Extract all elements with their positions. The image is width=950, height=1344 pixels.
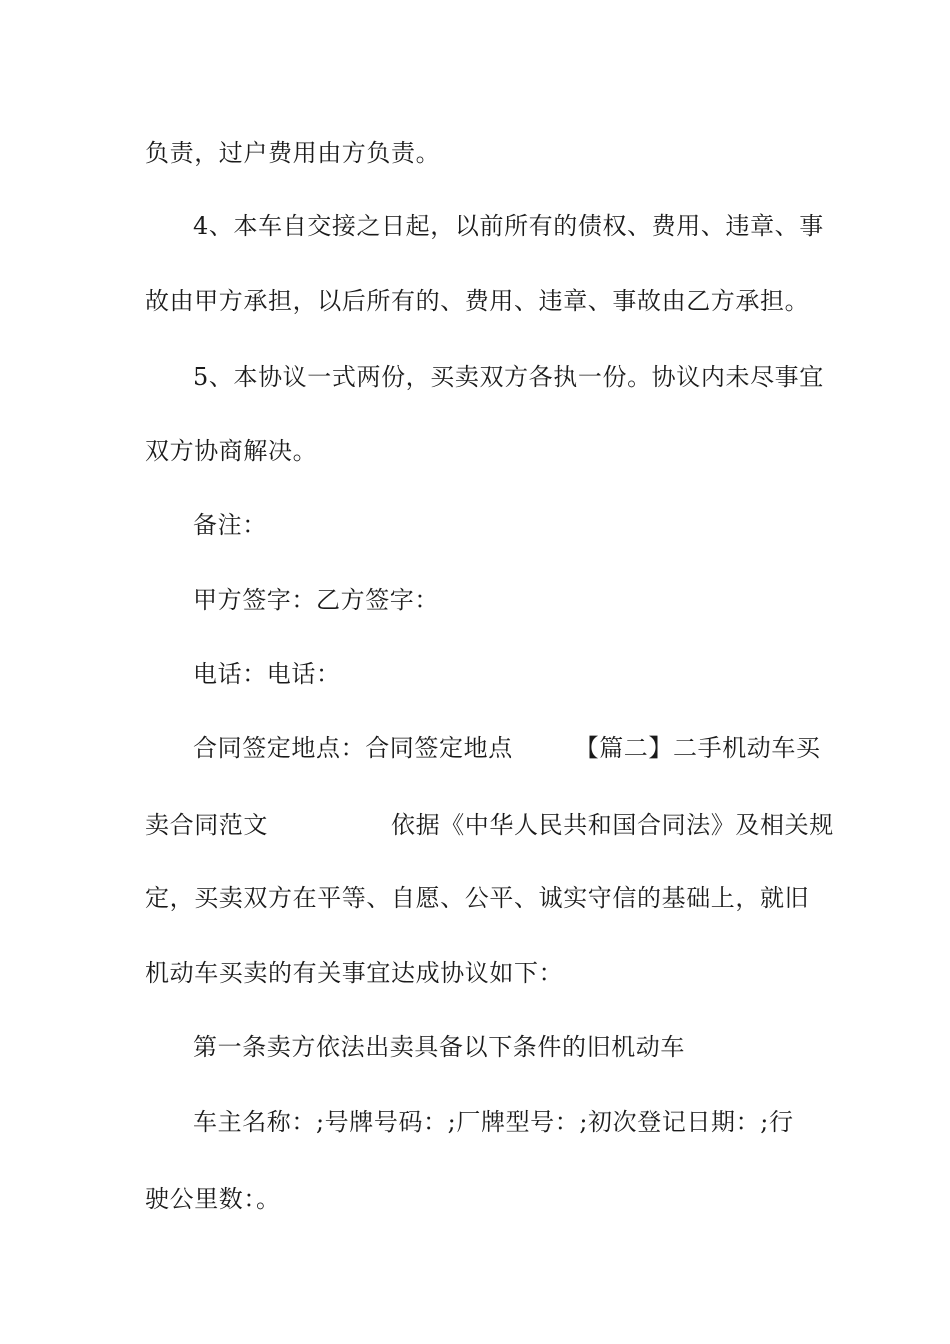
- text-line: 机动车买卖的有关事宜达成协议如下：: [145, 959, 564, 987]
- text-line: 甲方签字：乙方签字：: [193, 586, 439, 614]
- text-line: 第一条卖方依法出卖具备以下条件的旧机动车: [193, 1033, 685, 1061]
- text-line: 驶公里数：。: [145, 1185, 281, 1213]
- text-line: 5、本协议一式两份，买卖双方各执一份。协议内未尽事宜: [193, 363, 824, 391]
- text-line: 备注：: [193, 511, 267, 539]
- text-line: 合同签定地点：合同签定地点 【篇二】二手机动车买: [193, 734, 821, 762]
- text-line: 双方协商解决。: [145, 437, 318, 465]
- text-line: 电话：电话：: [193, 660, 341, 688]
- text-line: 定，买卖双方在平等、自愿、公平、诚实守信的基础上，就旧: [145, 884, 810, 912]
- text-line: 车主名称：;号牌号码：;厂牌型号：;初次登记日期：;行: [193, 1108, 794, 1136]
- text-line: 负责，过户费用由方负责。: [145, 139, 441, 167]
- text-line: 4、本车自交接之日起，以前所有的债权、费用、违章、事: [193, 212, 824, 240]
- text-line: 故由甲方承担，以后所有的、费用、违章、事故由乙方承担。: [145, 287, 810, 315]
- text-line: 卖合同范文 依据《中华人民共和国合同法》及相关规: [145, 811, 834, 839]
